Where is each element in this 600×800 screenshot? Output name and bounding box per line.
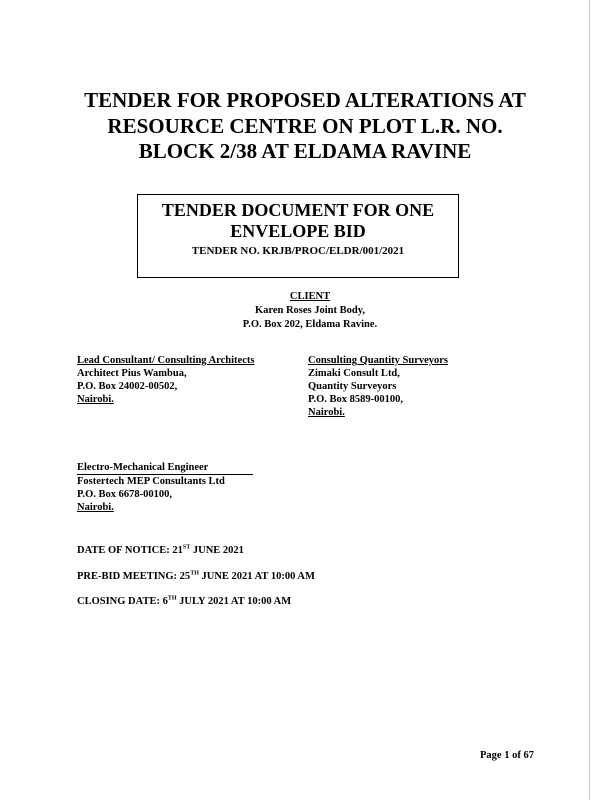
tender-number: TENDER NO. KRJB/PROC/ELDR/001/2021 [191, 245, 405, 257]
qs-name: Zimaki Consult Ltd, [308, 368, 400, 379]
engineer-name: Fostertech MEP Consultants Ltd [77, 476, 225, 487]
qs-city: Nairobi. [308, 407, 345, 418]
page-number: Page 1 of 67 [480, 750, 534, 761]
lead-consultant-name: Architect Pius Wambua, [77, 368, 187, 379]
client-address: P.O. Box 202, Eldama Ravine. [242, 319, 378, 330]
qs-box: P.O. Box 8589-00100, [308, 394, 403, 405]
document-title-line-3: BLOCK 2/38 AT ELDAMA RAVINE [138, 139, 472, 163]
box-heading-line-2: ENVELOPE BID [230, 221, 366, 241]
qs-role: Quantity Surveyors [308, 381, 397, 392]
engineer-box: P.O. Box 6678-00100, [77, 489, 172, 500]
lead-consultant-city: Nairobi. [77, 394, 114, 405]
qs-heading: Consulting Quantity Surveyors [308, 355, 449, 366]
page-current: 1 [504, 750, 510, 761]
lead-consultant-box: P.O. Box 24002-00502, [77, 381, 178, 392]
document-title-line-2: RESOURCE CENTRE ON PLOT L.R. NO. [107, 114, 503, 138]
date-of-notice: DATE OF NOTICE: 21ST JUNE 2021 [77, 544, 244, 556]
engineer-heading: Electro-Mechanical Engineer [77, 462, 209, 473]
document-title-line-1: TENDER FOR PROPOSED ALTERATIONS AT [84, 88, 526, 112]
client-heading: CLIENT [289, 291, 331, 302]
lead-consultant-heading: Lead Consultant/ Consulting Architects [77, 355, 255, 366]
client-name: Karen Roses Joint Body, [254, 305, 366, 316]
pre-bid-meeting: PRE-BID MEETING: 25TH JUNE 2021 AT 10:00 AM [77, 570, 315, 582]
tender-document-box [137, 194, 459, 278]
engineer-city: Nairobi. [77, 502, 114, 513]
box-heading-line-1: TENDER DOCUMENT FOR ONE [161, 200, 435, 220]
closing-date: CLOSING DATE: 6TH JULY 2021 AT 10:00 AM [77, 595, 292, 607]
client-section [200, 290, 420, 303]
page-total: 67 [523, 750, 534, 761]
